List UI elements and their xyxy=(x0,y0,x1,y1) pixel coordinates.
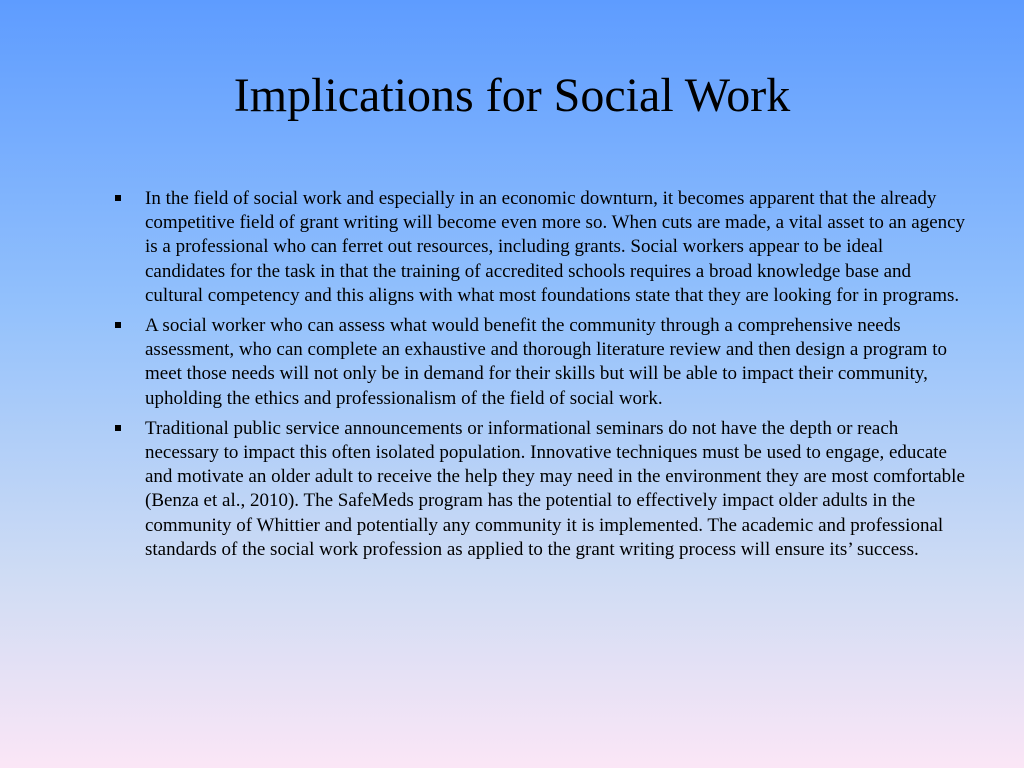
bullet-text: A social worker who can assess what would benefit the community through a comprehensive needs assessment, who can complete an exhaustive and thorough literature review and then design a program to meet those needs will not only be in demand for their skills but will be able to impact their community, upholding the ethics and professionalism of the field of social work. xyxy=(145,315,947,409)
slide-title: Implications for Social Work xyxy=(233,69,791,122)
square-bullet-icon xyxy=(115,322,121,328)
bullet-text: Traditional public service announcements or informational seminars do not have the depth or reach necessary to impact this often isolated population. Innovative techniques must be used to engage, educate and motivate an older adult to receive the help they may need in the environment they are most comfortable (Benza et al., 2010). The SafeMeds program has the potential to effectively impact older adults in the community of Whittier and potentially any community it is implemented. The academic and professional standards of the social work profession as applied to the grant writing process will ensure its’ success. xyxy=(145,417,965,560)
square-bullet-icon xyxy=(115,425,121,431)
bullet-item xyxy=(112,314,968,411)
bullet-item xyxy=(112,417,968,562)
bullet-text: In the field of social work and especially in an economic downturn, it becomes apparent that the already competitive field of grant writing will become even more so. When cuts are made, a vital asset to an agency is a professional who can ferret out resources, including grants. Social workers appear to be ideal candidates for the task in that the training of accredited schools requires a broad knowledge base and cultural competency and this aligns with what most foundations state that they are looking for in programs. xyxy=(145,188,966,306)
bullet-item xyxy=(112,187,968,308)
bullet-list xyxy=(112,187,968,568)
square-bullet-icon xyxy=(115,195,121,201)
